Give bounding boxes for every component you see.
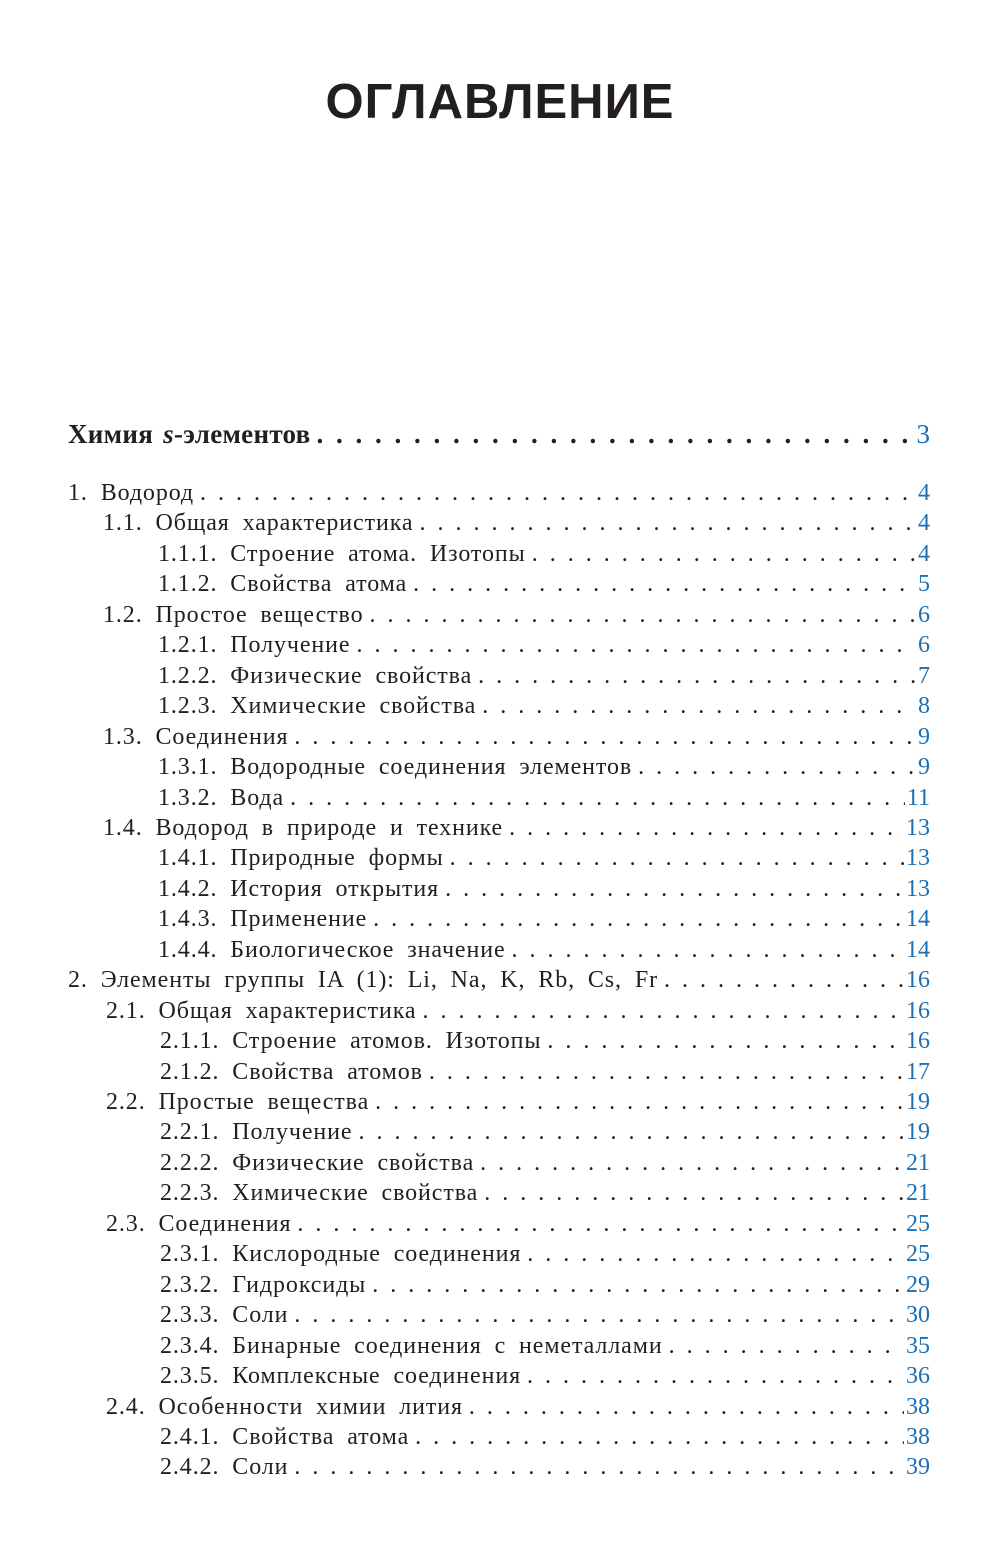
toc-leader-dots	[664, 965, 904, 995]
toc-leader-dots	[413, 569, 916, 599]
toc-page-link[interactable]: 39	[906, 1454, 930, 1481]
toc-entry[interactable]	[0, 508, 1000, 538]
toc-entry[interactable]	[0, 600, 1000, 630]
toc-page-link[interactable]: 30	[906, 1302, 930, 1329]
toc-page-link[interactable]: 14	[906, 936, 930, 963]
toc-entry[interactable]	[0, 539, 1000, 569]
toc-entry-title: 2.3. Соединения	[106, 1210, 292, 1237]
toc-leader-dots	[484, 1178, 904, 1208]
toc-entry[interactable]	[0, 783, 1000, 813]
toc-entry-title: 2.4.2. Соли	[160, 1454, 289, 1481]
toc-page-link[interactable]: 13	[906, 875, 930, 902]
toc-leader-dots	[482, 691, 916, 721]
toc-leader-dots	[419, 508, 916, 538]
toc-entry[interactable]	[0, 1026, 1000, 1056]
toc-part-heading[interactable]	[0, 419, 1000, 449]
toc-leader-dots	[297, 1209, 904, 1239]
toc-page-link[interactable]: 16	[906, 967, 930, 994]
toc-entry-title: 1.3. Соединения	[103, 723, 289, 750]
toc-entry-title: 1.4.2. История открытия	[158, 875, 440, 902]
toc-entry[interactable]	[0, 1178, 1000, 1208]
toc-page-link[interactable]: 38	[906, 1423, 930, 1450]
toc-entry-title: 1. Водород	[68, 480, 195, 506]
toc-leader-dots	[415, 1422, 904, 1452]
toc-entry[interactable]	[0, 1117, 1000, 1147]
toc-entry-title: 1.4.4. Биологическое значение	[158, 936, 506, 963]
toc-page-link[interactable]: 14	[906, 906, 930, 933]
toc-page-link[interactable]: 9	[918, 723, 930, 750]
toc-entry-title: 2.1.2. Свойства атомов	[160, 1058, 423, 1085]
toc-leader-dots	[509, 813, 904, 843]
toc-leader-dots	[547, 1026, 904, 1056]
toc-entry-title: 2.3.5. Комплексные соединения	[160, 1363, 522, 1389]
toc-leader-dots	[372, 1270, 904, 1300]
toc-entry[interactable]	[0, 1087, 1000, 1117]
toc-page-link[interactable]: 25	[906, 1241, 930, 1268]
toc-entry[interactable]	[0, 996, 1000, 1026]
toc-entry[interactable]	[0, 1270, 1000, 1300]
toc-page-link[interactable]: 19	[906, 1119, 930, 1146]
toc-entry-title: 2. Элементы группы IA (1): Li, Na, K, Rb, Cs, Fr	[68, 967, 658, 994]
toc-entry-title: 1.2.1. Получение	[158, 632, 351, 659]
toc-page-link[interactable]: 8	[918, 693, 930, 720]
toc-entry-title: 2.4. Особенности химии лития	[106, 1393, 463, 1420]
toc-part-title: Химия s-элементов	[68, 419, 311, 449]
toc-page-link[interactable]: 25	[906, 1210, 930, 1237]
toc-page-link[interactable]: 16	[906, 1028, 930, 1055]
toc-entry[interactable]	[0, 1057, 1000, 1087]
toc-entry-title: 2.2.3. Химические свойства	[160, 1180, 479, 1207]
toc-page-link[interactable]: 6	[918, 601, 930, 628]
toc-entry-title: 1.1. Общая характеристика	[103, 510, 414, 537]
toc-entry[interactable]	[0, 1422, 1000, 1452]
toc-page-link[interactable]: 38	[906, 1393, 930, 1420]
toc-leader-dots	[445, 874, 904, 904]
toc-leader-dots	[369, 600, 916, 630]
toc-entry[interactable]	[0, 630, 1000, 660]
toc-entry[interactable]	[0, 1148, 1000, 1178]
toc-page-link[interactable]: 16	[906, 997, 930, 1024]
toc-entry-title: 2.3.3. Соли	[160, 1302, 289, 1329]
toc-entry[interactable]	[0, 904, 1000, 934]
toc-leader-dots	[290, 783, 905, 813]
toc-entry-title: 1.4.1. Природные формы	[158, 845, 444, 872]
toc-page-link[interactable]: 11	[906, 784, 930, 811]
toc-entry[interactable]	[0, 1452, 1000, 1482]
toc-leader-dots	[200, 478, 916, 508]
toc-entry-title: 1.4. Водород в природе и технике	[103, 815, 504, 841]
toc-entry[interactable]	[0, 813, 1000, 843]
toc-entry-title: 2.4.1. Свойства атома	[160, 1423, 410, 1450]
page-title: ОГЛАВЛЕНИЕ	[325, 75, 675, 129]
toc-entry-title: 2.2.1. Получение	[160, 1119, 353, 1146]
toc-page-link[interactable]: 17	[906, 1058, 930, 1085]
toc-entry-title: 1.2. Простое вещество	[103, 601, 364, 628]
toc-entry[interactable]	[0, 935, 1000, 965]
toc-page-link[interactable]: 19	[906, 1089, 930, 1115]
toc-entry-title: 1.1.1. Строение атома. Изотопы	[158, 540, 526, 567]
toc-entry[interactable]	[0, 1392, 1000, 1422]
toc-leader-dots	[358, 1117, 904, 1147]
toc-entry[interactable]	[0, 478, 1000, 508]
toc-leader-dots	[532, 539, 916, 569]
toc-entry-title: 2.3.1. Кислородные соединения	[160, 1241, 522, 1268]
toc-leader-dots	[527, 1361, 904, 1391]
toc-leader-dots	[317, 419, 915, 449]
toc-entry-title: 1.3.1. Водородные соединения элементов	[158, 754, 633, 780]
toc-leader-dots	[450, 843, 904, 873]
toc-entry-title: 2.3.4. Бинарные соединения с неметаллами	[160, 1332, 663, 1359]
toc-page-link[interactable]: 13	[906, 845, 930, 872]
toc-entry-title: 2.1. Общая характеристика	[106, 997, 417, 1024]
toc-leader-dots	[294, 1300, 904, 1330]
toc-entry[interactable]	[0, 843, 1000, 873]
toc-page-link[interactable]: 5	[918, 571, 930, 598]
toc-leader-dots	[356, 630, 916, 660]
toc-leader-dots	[469, 1392, 904, 1422]
toc-page-link[interactable]: 29	[906, 1271, 930, 1298]
toc-leader-dots	[294, 722, 916, 752]
toc-page-link[interactable]: 4	[918, 540, 930, 567]
toc-entry-title: 2.3.2. Гидроксиды	[160, 1271, 367, 1298]
toc-leader-dots	[512, 935, 904, 965]
toc-entry-title: 1.2.2. Физические свойства	[158, 662, 473, 689]
toc-page-link[interactable]: 13	[906, 815, 930, 841]
toc-leader-dots	[375, 1087, 904, 1117]
toc-page-link[interactable]: 21	[906, 1149, 930, 1176]
toc-entry-title: 1.3.2. Вода	[158, 784, 285, 811]
toc-page-link[interactable]: 4	[918, 510, 930, 537]
toc-page-link[interactable]: 6	[918, 632, 930, 659]
toc-leader-dots	[480, 1148, 904, 1178]
toc-page-link[interactable]: 36	[906, 1363, 930, 1389]
toc-entry[interactable]	[0, 569, 1000, 599]
toc-leader-dots	[478, 661, 916, 691]
toc-page-link[interactable]: 35	[906, 1332, 930, 1359]
toc-page-link[interactable]: 7	[918, 662, 930, 689]
toc-leader-dots	[429, 1057, 904, 1087]
toc-entry-title: 2.1.1. Строение атомов. Изотопы	[160, 1028, 542, 1055]
toc-leader-dots	[527, 1239, 904, 1269]
toc-leader-dots	[373, 904, 904, 934]
toc-page-link[interactable]: 4	[918, 480, 930, 506]
toc-entry[interactable]	[0, 1300, 1000, 1330]
toc-entry-title: 2.2.2. Физические свойства	[160, 1149, 475, 1176]
toc-entry[interactable]	[0, 661, 1000, 691]
toc-page-link[interactable]: 21	[906, 1180, 930, 1207]
toc-entry[interactable]	[0, 752, 1000, 782]
toc-entry-title: 1.4.3. Применение	[158, 906, 368, 933]
toc-leader-dots	[422, 996, 904, 1026]
toc-leader-dots	[638, 752, 916, 782]
toc-entry-title: 2.2. Простые вещества	[106, 1089, 370, 1115]
toc-leader-dots	[294, 1452, 904, 1482]
toc-entry[interactable]	[0, 691, 1000, 721]
toc-entry[interactable]	[0, 1239, 1000, 1269]
toc-entry[interactable]	[0, 965, 1000, 995]
toc-entry[interactable]	[0, 1209, 1000, 1239]
toc-entry[interactable]	[0, 722, 1000, 752]
toc-entry[interactable]	[0, 1331, 1000, 1361]
toc-page-link[interactable]: 9	[918, 754, 930, 780]
toc-entry[interactable]	[0, 1361, 1000, 1391]
toc-leader-dots	[669, 1331, 904, 1361]
toc-entry-title: 1.2.3. Химические свойства	[158, 693, 477, 720]
toc-entry-title: 1.1.2. Свойства атома	[158, 571, 408, 598]
toc-entry[interactable]	[0, 874, 1000, 904]
toc-page-link[interactable]: 3	[916, 419, 930, 449]
